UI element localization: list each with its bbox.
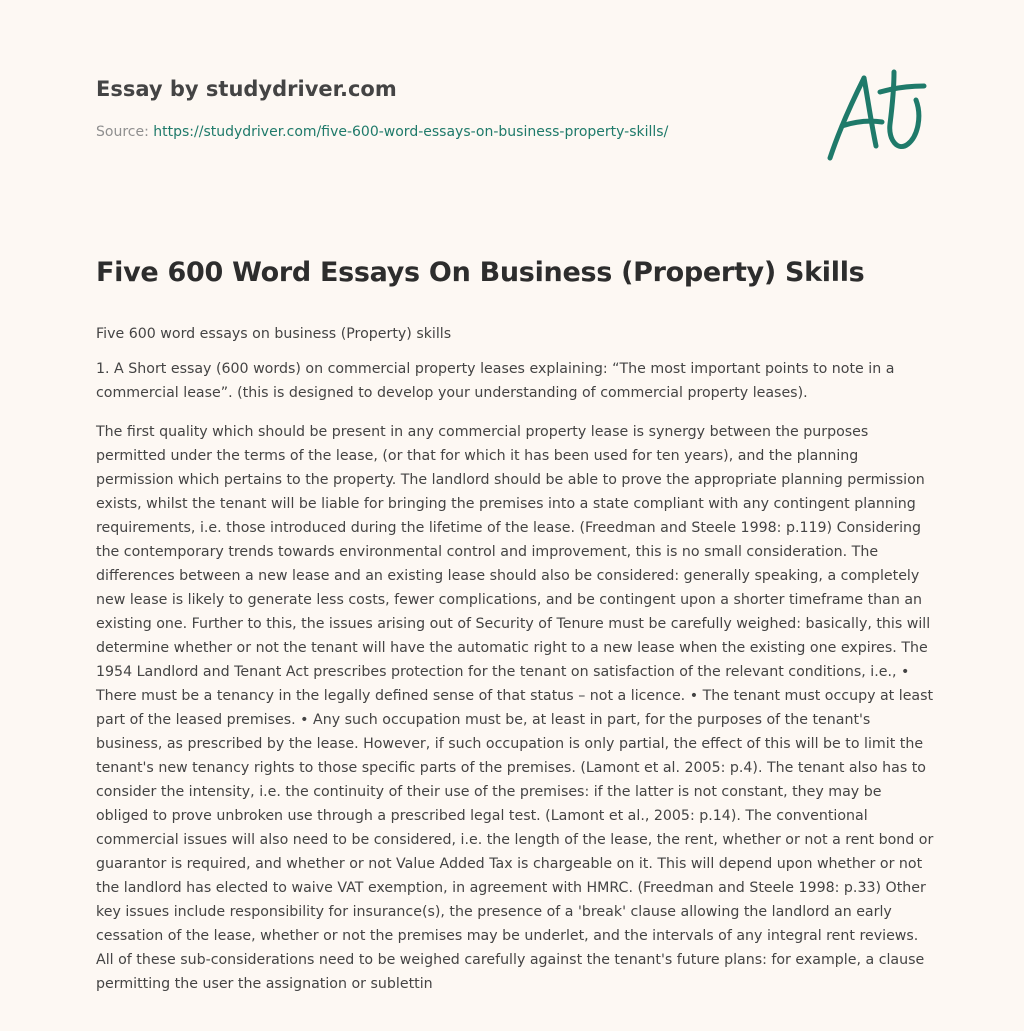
source-link[interactable]: https://studydriver.com/five-600-word-essays-on-business-property-skills/ (153, 124, 669, 140)
a-plus-logo-icon (824, 64, 930, 168)
essay-content (96, 254, 934, 1011)
essay-paragraph: 1. A Short essay (600 words) on commercial property leases explaining: “The most important points to note in a commercial lease”. (this is designed to develop your understanding of commercial property leases). (96, 361, 895, 401)
source-label: Source: (96, 124, 154, 140)
essay-paragraph: The first quality which should be present in any commercial property lease is synergy between the purposes permitted under the terms of the lease, (or that for which it has been used for ten years), and the planning permission which pertains to the property. The landlord should be able to prove the appropriate planning permission exists, whilst the tenant will be liable for bringing the premises into a state compliant with any contingent planning requirements, i.e. those introduced during the lifetime of the lease. (Freedman and Steele 1998: p.119) Considering the contemporary trends towards environmental control and improvement, this is no small consideration. The differences between a new lease and an existing lease should also be considered: generally speaking, a completely new lease is likely to generate less costs, fewer complications, and be contingent upon a shorter timeframe than an existing one. Further to this, the issues arising out of Security of Tenure must be carefully weighed: basically, this will determine whether or not the tenant will have the automatic right to a new lease when the existing one expires. The 1954 Landlord and Tenant Act prescribes protection for the tenant on satisfaction of the relevant conditions, i.e., • There must be a tenancy in the legally defined sense of that status – not a licence. • The tenant must occupy at least part of the leased premises. • Any such occupation must be, at least in part, for the purposes of the tenant's business, as prescribed by the lease. However, if such occupation is only partial, the effect of this will be to limit the tenant's new tenancy rights to those specific parts of the premises. (Lamont et al. 2005: p.4). The tenant also has to consider the intensity, i.e. the continuity of their use of the premises: if the latter is not constant, they may be obliged to prove unbroken use through a prescribed legal test. (Lamont et al., 2005: p.14). The conventional commercial issues will also need to be considered, i.e. the length of the lease, the rent, whether or not a rent bond or guarantor is required, and whether or not Value Added Tax is chargeable on it. This will depend upon whether or not the landlord has elected to waive VAT exemption, in agreement with HMRC. (Freedman and Steele 1998: p.33) Other key issues include responsibility for insurance(s), the presence of a 'break' clause allowing the landlord an early cessation of the lease, whether or not the premises may be underlet, and the intervals of any integral rent reviews. All of these sub-considerations need to be weighed carefully against the tenant's future plans: for example, a clause permitting the user the assignation or sublettin (96, 424, 934, 992)
essay-subtitle: Five 600 word essays on business (Property) skills (96, 326, 452, 342)
source-line (96, 124, 668, 140)
site-title: Essay by studydriver.com (96, 77, 397, 101)
essay-title: Five 600 Word Essays On Business (Property) Skills (96, 257, 865, 288)
header (96, 0, 936, 200)
